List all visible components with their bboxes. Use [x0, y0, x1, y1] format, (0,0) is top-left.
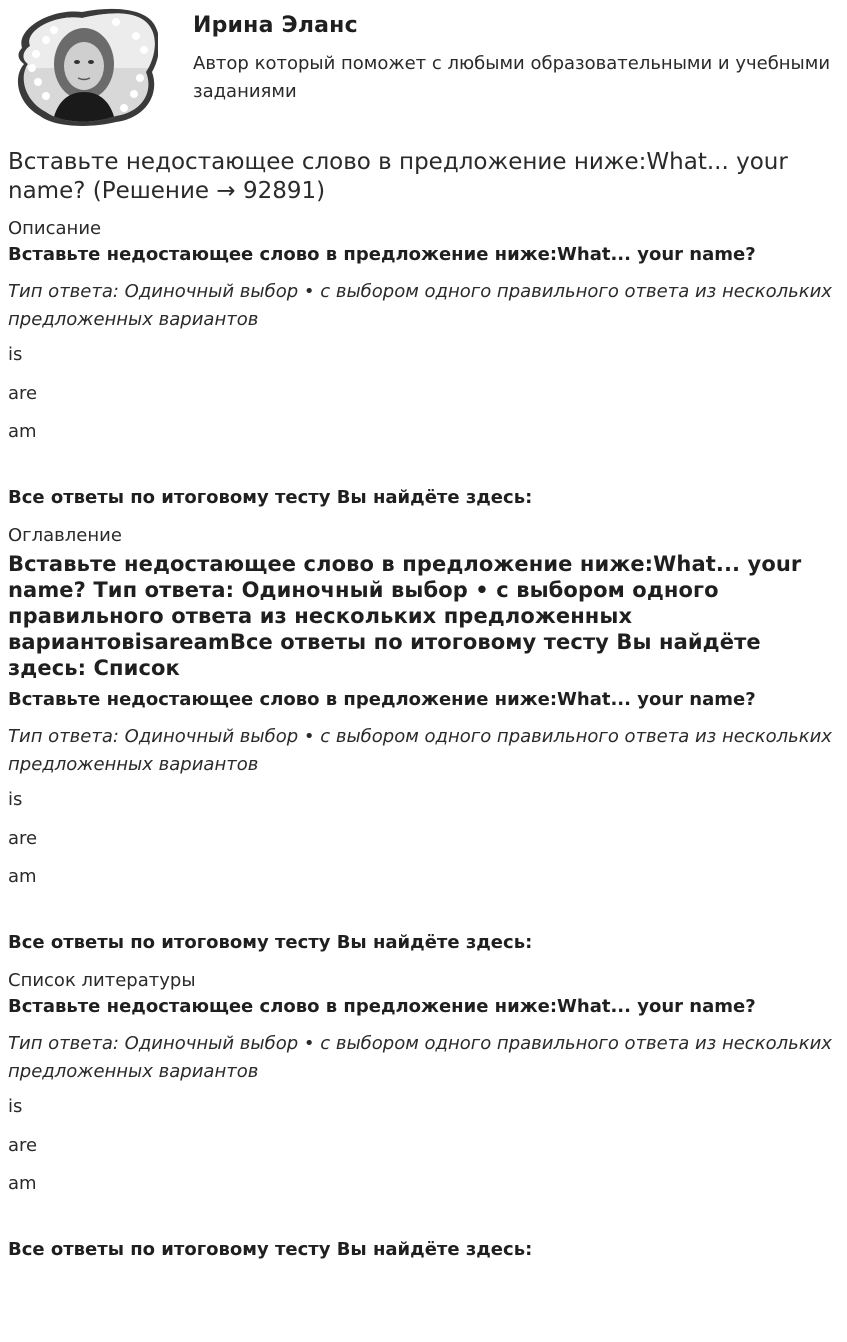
- description-section: [8, 218, 839, 509]
- question-text: Вставьте недостающее слово в предложение ниже:What... your name?: [8, 689, 756, 710]
- toc-heading: Вставьте недостающее слово в предложение ниже:What... your name? Тип ответа: Одиночный выбор • с выбором одного правильного ответа из нескольких предложенных вариантовisareamВсе ответы по итоговому тесту Вы найдёте здесь: Список: [8, 552, 802, 680]
- answer-option: am: [8, 421, 37, 442]
- all-answers-link-text: Все ответы по итоговому тесту Вы найдёте здесь:: [8, 487, 533, 508]
- section-label-description: Описание: [8, 218, 102, 239]
- answer-type-text: Тип ответа: Одиночный выбор • с выбором одного правильного ответа из нескольких предложенных вариантов: [8, 726, 832, 775]
- bibliography-section: [8, 970, 839, 1261]
- answer-option: are: [8, 827, 38, 849]
- author-avatar[interactable]: [16, 8, 158, 126]
- author-description: Автор который поможет с любыми образовательными и учебными заданиями: [193, 53, 831, 102]
- answer-option: are: [8, 382, 38, 404]
- answer-option: is: [8, 1096, 23, 1117]
- section-label-toc: Оглавление: [8, 525, 122, 546]
- author-name[interactable]: Ирина Эланс: [193, 13, 358, 38]
- page-title: Вставьте недостающее слово в предложение ниже:What... your name? (Решение → 92891): [8, 149, 788, 204]
- section-label-bibliography: Список литературы: [8, 970, 196, 991]
- answer-type-text: Тип ответа: Одиночный выбор • с выбором одного правильного ответа из нескольких предложенных вариантов: [8, 281, 832, 330]
- author-card: [8, 0, 839, 136]
- answer-options-list: [8, 789, 839, 888]
- answer-option: am: [8, 866, 37, 887]
- author-photo-icon: [16, 8, 158, 126]
- answer-option: are: [8, 1134, 38, 1156]
- answer-option: is: [8, 344, 23, 365]
- answer-options-list: [8, 344, 839, 443]
- all-answers-link-text: Все ответы по итоговому тесту Вы найдёте здесь:: [8, 1239, 533, 1260]
- answer-option: is: [8, 789, 23, 810]
- question-text: Вставьте недостающее слово в предложение ниже:What... your name?: [8, 244, 756, 265]
- answer-options-list: [8, 1096, 839, 1195]
- question-text: Вставьте недостающее слово в предложение ниже:What... your name?: [8, 996, 756, 1017]
- toc-section: [8, 525, 839, 954]
- answer-type-text: Тип ответа: Одиночный выбор • с выбором одного правильного ответа из нескольких предложенных вариантов: [8, 1033, 832, 1082]
- all-answers-link-text: Все ответы по итоговому тесту Вы найдёте здесь:: [8, 932, 533, 953]
- answer-option: am: [8, 1173, 37, 1194]
